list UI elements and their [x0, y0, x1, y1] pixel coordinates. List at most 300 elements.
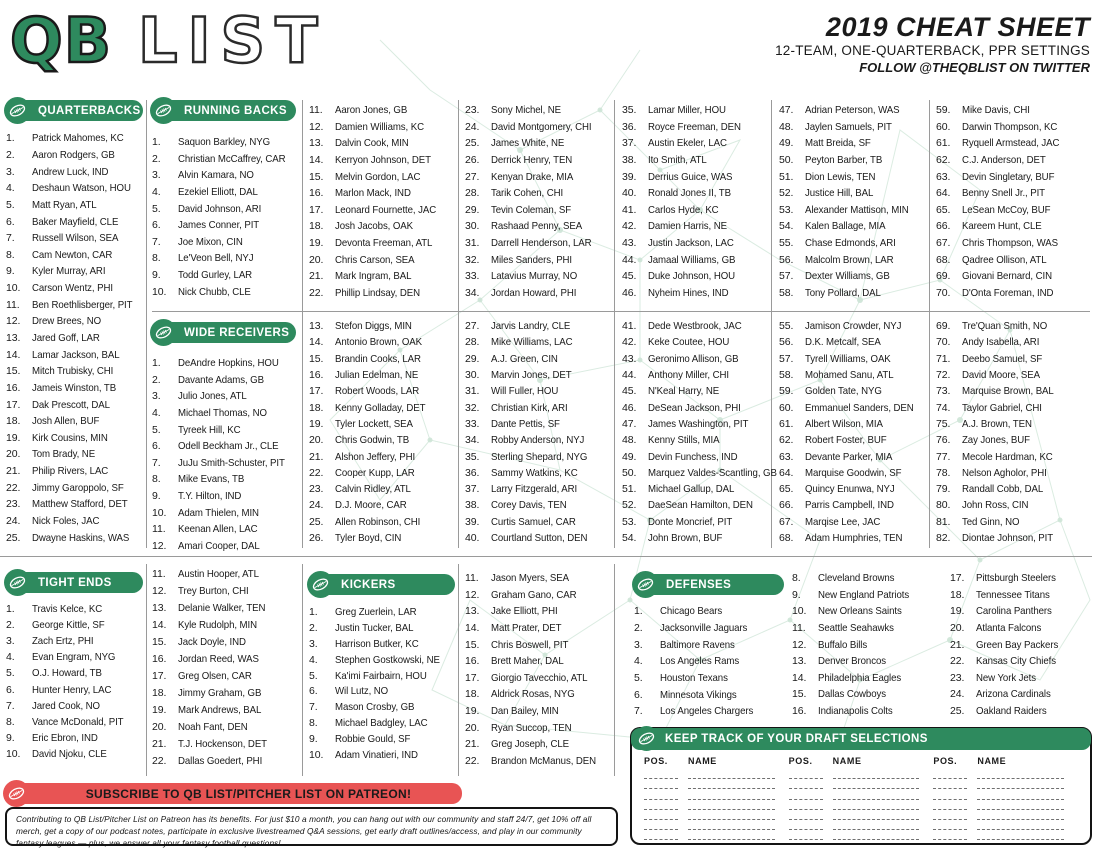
rank: 16.	[152, 652, 167, 665]
running-backs-list-1	[152, 134, 298, 300]
rank: 8.	[6, 248, 15, 261]
player-name: Ito Smith, ATL	[648, 154, 707, 167]
rank: 51.	[622, 483, 637, 496]
draft-entry-row	[644, 830, 775, 840]
list-item	[152, 184, 298, 201]
rank: 69.	[936, 270, 951, 283]
rank: 63.	[936, 170, 951, 183]
rank: 27.	[465, 320, 480, 333]
sheet-title: 2019 CHEAT SHEET	[825, 12, 1090, 42]
pos-blank-field[interactable]	[789, 839, 823, 840]
list-item	[6, 130, 144, 147]
player-name: T.Y. Hilton, IND	[178, 490, 242, 503]
player-name: Travis Kelce, KC	[32, 603, 103, 616]
list-item	[6, 633, 144, 649]
draft-entry-row	[789, 789, 920, 799]
player-name: Kenyan Drake, MIA	[491, 170, 574, 183]
rank: 71.	[936, 352, 951, 365]
player-name: A.J. Brown, TEN	[962, 417, 1032, 430]
rank: 26.	[309, 532, 324, 544]
name-header: NAME	[977, 756, 1007, 766]
list-item	[152, 718, 298, 735]
player-name: Christian McCaffrey, CAR	[178, 152, 286, 165]
rank: 66.	[936, 220, 951, 233]
player-name: Nick Chubb, CLE	[178, 285, 251, 298]
player-name: Latavius Murray, NO	[491, 270, 578, 283]
pos-blank-field[interactable]	[644, 809, 678, 810]
list-item	[936, 168, 1088, 185]
player-name: Kerryon Johnson, DET	[335, 154, 431, 167]
rank: 21.	[152, 737, 167, 750]
player-name: Aaron Rodgers, GB	[32, 148, 115, 161]
player-name: Le'Veon Bell, NYJ	[178, 252, 254, 265]
player-name: George Kittle, SF	[32, 619, 105, 632]
rank: 49.	[622, 450, 637, 463]
divider	[929, 100, 930, 548]
player-name: Kansas City Chiefs	[976, 655, 1056, 668]
rank: 2.	[634, 622, 643, 635]
rank: 49.	[779, 137, 794, 150]
rank: 18.	[309, 401, 324, 414]
pos-blank-field[interactable]	[789, 809, 823, 810]
player-name: Houston Texans	[660, 672, 728, 685]
rank: 13.	[152, 601, 167, 614]
list-item	[622, 102, 768, 119]
list-item	[152, 565, 298, 582]
player-name: Aaron Jones, GB	[335, 104, 408, 117]
list-item	[779, 416, 925, 432]
pos-blank-field[interactable]	[644, 819, 678, 820]
list-item	[779, 268, 925, 285]
rank: 56.	[779, 336, 794, 349]
list-item	[465, 168, 611, 185]
player-name: Julian Edelman, NE	[335, 369, 419, 382]
name-blank-field[interactable]	[833, 788, 920, 789]
player-name: Michael Badgley, LAC	[335, 717, 428, 730]
list-item	[309, 620, 455, 636]
pos-blank-field[interactable]	[644, 778, 678, 779]
rank: 3.	[634, 638, 643, 651]
player-name: Taylor Gabriel, CHI	[962, 401, 1042, 414]
player-name: Jamaal Williams, GB	[648, 253, 736, 266]
player-name: Justin Tucker, BAL	[335, 621, 414, 634]
player-name: Devonta Freeman, ATL	[335, 237, 433, 250]
rank: 7.	[6, 699, 15, 712]
player-name: Chase Edmonds, ARI	[805, 237, 896, 250]
player-name: Mason Crosby, GB	[335, 701, 415, 714]
list-item	[6, 380, 144, 397]
player-name: Adrian Peterson, WAS	[805, 104, 900, 117]
list-item	[950, 620, 1095, 637]
rank: 32.	[465, 401, 480, 414]
list-item	[6, 246, 144, 263]
rank: 20.	[309, 434, 324, 447]
rank: 79.	[936, 483, 951, 496]
pos-blank-field[interactable]	[789, 819, 823, 820]
rank: 8.	[6, 715, 15, 728]
player-name: Los Angeles Chargers	[660, 705, 754, 718]
rank: 32.	[465, 253, 480, 266]
pos-header: POS.	[644, 756, 668, 766]
pos-blank-field[interactable]	[789, 788, 823, 789]
pos-blank-field[interactable]	[644, 799, 678, 800]
list-item	[936, 399, 1088, 415]
player-name: Tyler Boyd, CIN	[335, 532, 402, 544]
rank: 4.	[309, 653, 318, 666]
list-item	[465, 448, 611, 464]
list-item	[779, 530, 925, 546]
pos-blank-field[interactable]	[644, 788, 678, 789]
name-blank-field[interactable]	[977, 819, 1064, 820]
player-name: Baltimore Ravens	[660, 638, 735, 651]
player-name: Marlon Mack, IND	[335, 187, 411, 200]
player-name: James Conner, PIT	[178, 219, 260, 232]
rank: 15.	[465, 638, 480, 651]
list-item	[152, 538, 298, 555]
name-blank-field[interactable]	[833, 809, 920, 810]
rank: 9.	[309, 733, 318, 746]
name-blank-field[interactable]	[688, 839, 775, 840]
pos-blank-field[interactable]	[644, 839, 678, 840]
rank: 21.	[309, 270, 324, 283]
list-item	[465, 753, 611, 770]
list-item	[309, 202, 455, 219]
name-blank-field[interactable]	[833, 839, 920, 840]
draft-entry-row	[644, 789, 775, 799]
rank: 80.	[936, 499, 951, 512]
player-name: Diontae Johnson, PIT	[962, 532, 1054, 544]
rank: 73.	[936, 385, 951, 398]
player-name: Brandin Cooks, LAR	[335, 352, 421, 365]
wide-receivers-list-3	[465, 318, 611, 546]
name-blank-field[interactable]	[977, 778, 1064, 779]
list-item	[950, 653, 1095, 670]
rank: 19.	[6, 431, 21, 444]
list-item	[622, 168, 768, 185]
name-blank-field[interactable]	[688, 778, 775, 779]
player-name: Brett Maher, DAL	[491, 655, 564, 668]
list-item	[465, 620, 611, 637]
player-name: Chris Thompson, WAS	[962, 237, 1058, 250]
name-blank-field[interactable]	[688, 788, 775, 789]
list-item	[465, 736, 611, 753]
divider	[146, 564, 147, 776]
name-blank-field[interactable]	[833, 799, 920, 800]
player-name: David Moore, SEA	[962, 369, 1040, 382]
name-blank-field[interactable]	[688, 829, 775, 830]
name-blank-field[interactable]	[688, 799, 775, 800]
player-name: Greg Olsen, CAR	[178, 669, 252, 682]
rank: 2.	[309, 621, 318, 634]
rank: 39.	[465, 515, 480, 528]
twitter-follow[interactable]: FOLLOW @THEQBLIST ON TWITTER	[859, 60, 1090, 75]
player-name: Greg Joseph, CLE	[491, 738, 569, 751]
player-name: Delanie Walker, TEN	[178, 601, 266, 614]
rank: 50.	[779, 154, 794, 167]
list-item	[622, 119, 768, 136]
player-name: Matthew Stafford, DET	[32, 498, 128, 511]
list-item	[309, 268, 455, 285]
wide-receivers-list-1	[152, 355, 298, 554]
list-item	[309, 119, 455, 136]
rank: 24.	[309, 499, 324, 512]
player-name: Robert Woods, LAR	[335, 385, 420, 398]
player-name: Aldrick Rosas, NYG	[491, 688, 575, 701]
list-item	[950, 670, 1095, 687]
rank: 20.	[950, 622, 965, 635]
list-item	[622, 530, 768, 546]
list-item	[950, 587, 1095, 604]
player-name: Royce Freeman, DEN	[648, 120, 741, 133]
rank: 40.	[622, 187, 637, 200]
draft-entry-row	[933, 769, 1064, 779]
rank: 70.	[936, 336, 951, 349]
name-blank-field[interactable]	[688, 809, 775, 810]
player-name: Mecole Hardman, KC	[962, 450, 1053, 463]
player-name: New York Jets	[976, 671, 1037, 684]
list-item	[6, 197, 144, 214]
list-item	[622, 218, 768, 235]
player-name: Golden Tate, NYG	[805, 385, 882, 398]
rank: 63.	[779, 450, 794, 463]
list-item	[622, 185, 768, 202]
rank: 53.	[779, 203, 794, 216]
rank: 56.	[779, 253, 794, 266]
running-backs-list-6	[936, 102, 1088, 301]
list-item	[779, 351, 925, 367]
tight-ends-list-1	[6, 601, 144, 762]
rank: 23.	[309, 483, 324, 496]
player-name: Tarik Cohen, CHI	[491, 187, 564, 200]
pos-blank-field[interactable]	[933, 809, 967, 810]
list-item	[152, 752, 298, 769]
player-name: Saquon Barkley, NYG	[178, 136, 271, 149]
list-item	[465, 119, 611, 136]
rank: 10.	[792, 605, 807, 618]
rank: 31.	[465, 385, 480, 398]
player-name: Andy Isabella, ARI	[962, 336, 1040, 349]
rank: 61.	[936, 137, 951, 150]
player-name: Matt Prater, DET	[491, 622, 562, 635]
player-name: Antonio Brown, OAK	[335, 336, 422, 349]
list-item	[152, 438, 298, 455]
pos-blank-field[interactable]	[933, 788, 967, 789]
rank: 40.	[465, 532, 480, 544]
rank: 23.	[6, 498, 21, 511]
list-item	[6, 163, 144, 180]
list-item	[622, 334, 768, 350]
list-item	[465, 351, 611, 367]
rank: 23.	[465, 104, 480, 117]
name-blank-field[interactable]	[977, 829, 1064, 830]
player-name: Donte Moncrief, PIT	[648, 515, 733, 528]
list-item	[6, 430, 144, 447]
rank: 2.	[152, 152, 161, 165]
rank: 55.	[779, 237, 794, 250]
draft-entry-row	[933, 830, 1064, 840]
rank: 1.	[6, 132, 15, 145]
rank: 47.	[622, 417, 637, 430]
name-blank-field[interactable]	[833, 778, 920, 779]
player-name: Marvin Jones, DET	[491, 369, 572, 382]
rank: 18.	[152, 686, 167, 699]
rank: 7.	[634, 705, 643, 718]
player-name: A.J. Green, CIN	[491, 352, 558, 365]
list-item	[465, 367, 611, 383]
player-name: Buffalo Bills	[818, 638, 868, 651]
list-item	[309, 334, 455, 350]
pos-header: POS.	[933, 756, 958, 766]
list-item	[779, 318, 925, 334]
pos-blank-field[interactable]	[789, 799, 823, 800]
divider	[614, 564, 615, 776]
list-item	[152, 616, 298, 633]
player-name: DeSean Jackson, PHI	[648, 401, 741, 414]
player-name: Leonard Fournette, JAC	[335, 203, 437, 216]
list-item	[6, 180, 144, 197]
player-name: Dalvin Cook, MIN	[335, 137, 409, 150]
pos-blank-field[interactable]	[789, 778, 823, 779]
list-item	[309, 652, 455, 668]
rank: 33.	[465, 417, 480, 430]
rank: 22.	[950, 655, 965, 668]
name-blank-field[interactable]	[977, 788, 1064, 789]
pos-blank-field[interactable]	[789, 829, 823, 830]
list-item	[779, 235, 925, 252]
list-item	[152, 250, 298, 267]
list-item	[152, 701, 298, 718]
player-name: Derrick Henry, TEN	[491, 154, 573, 167]
pos-blank-field[interactable]	[933, 778, 967, 779]
list-item	[779, 334, 925, 350]
player-name: Quincy Enunwa, NYJ	[805, 483, 895, 496]
rank: 8.	[309, 717, 318, 730]
name-blank-field[interactable]	[977, 799, 1064, 800]
player-name: Peyton Barber, TB	[805, 154, 883, 167]
rank: 11.	[465, 572, 479, 585]
player-name: Alshon Jeffery, PHI	[335, 450, 416, 463]
player-name: Dak Prescott, DAL	[32, 398, 110, 411]
name-blank-field[interactable]	[977, 839, 1064, 840]
draft-entry-row	[789, 769, 920, 779]
rank: 19.	[309, 417, 324, 430]
rank: 13.	[792, 655, 807, 668]
rank: 20.	[465, 721, 480, 734]
player-name: Corey Davis, TEN	[491, 499, 567, 512]
list-item	[152, 267, 298, 284]
draft-entry-row	[933, 810, 1064, 820]
list-item	[309, 514, 455, 530]
name-blank-field[interactable]	[833, 819, 920, 820]
rank: 51.	[779, 170, 794, 183]
player-name: Giorgio Tavecchio, ATL	[491, 671, 588, 684]
list-item	[465, 587, 611, 604]
player-name: Deebo Samuel, SF	[962, 352, 1043, 365]
rank: 9.	[6, 265, 15, 278]
player-name: Ryquell Armstead, JAC	[962, 137, 1060, 150]
player-name: Kyler Murray, ARI	[32, 265, 106, 278]
rank: 6.	[634, 688, 643, 701]
player-name: Ronald Jones II, TB	[648, 187, 731, 200]
rank: 5.	[152, 423, 161, 436]
player-name: Amari Cooper, DAL	[178, 539, 260, 552]
list-item	[792, 653, 944, 670]
player-name: Mike Davis, CHI	[962, 104, 1030, 117]
list-item	[152, 200, 298, 217]
list-item	[465, 481, 611, 497]
list-item	[309, 285, 455, 302]
rank: 48.	[622, 434, 637, 447]
list-item	[465, 719, 611, 736]
list-item	[309, 683, 455, 699]
list-item	[309, 102, 455, 119]
patreon-fine-print: Contributing to QB List/Pitcher List on Patreon has its benefits. For just $10 a month, you can hang out with our community and staff 24/7, get 10% off all merch, get a copy of our podcast notes, participate in exclusive livestreamed Q&A sessions, get early draft outlines/access, and play in our community fantasy leagues — plus, we answer all your fantasy football questions!	[5, 807, 618, 846]
player-name: Dallas Goedert, PHI	[178, 754, 263, 767]
pos-blank-field[interactable]	[644, 829, 678, 830]
rank: 28.	[465, 187, 480, 200]
player-name: Jameis Winston, TB	[32, 381, 117, 394]
name-blank-field[interactable]	[688, 819, 775, 820]
rank: 36.	[622, 120, 637, 133]
player-name: Deshaun Watson, HOU	[32, 182, 131, 195]
list-item	[622, 481, 768, 497]
player-name: Arizona Cardinals	[976, 688, 1051, 701]
name-blank-field[interactable]	[977, 809, 1064, 810]
rank: 1.	[152, 357, 161, 370]
pos-blank-field[interactable]	[933, 829, 967, 830]
player-name: C.J. Anderson, DET	[962, 154, 1046, 167]
player-name: JuJu Smith-Schuster, PIT	[178, 456, 285, 469]
rank: 55.	[779, 320, 794, 333]
rank: 11.	[152, 523, 166, 536]
rank: 62.	[936, 154, 951, 167]
subscribe-banner[interactable]	[5, 783, 462, 804]
player-name: Tevin Coleman, SF	[491, 203, 572, 216]
player-name: Geronimo Allison, GB	[648, 352, 739, 365]
player-name: Damien Williams, KC	[335, 120, 424, 133]
defenses-list-1	[634, 603, 786, 720]
rank: 7.	[6, 232, 15, 245]
player-name: Jarvis Landry, CLE	[491, 320, 571, 333]
rank: 25.	[309, 515, 324, 528]
section-header-kickers	[309, 574, 455, 595]
rank: 10.	[152, 285, 167, 298]
pos-blank-field[interactable]	[933, 819, 967, 820]
pos-blank-field[interactable]	[933, 839, 967, 840]
player-name: LeSean McCoy, BUF	[962, 203, 1051, 216]
list-item	[309, 351, 455, 367]
rank: 11.	[152, 567, 166, 580]
list-item	[779, 119, 925, 136]
rank: 15.	[792, 688, 807, 701]
rank: 14.	[465, 622, 480, 635]
rank: 52.	[622, 499, 637, 512]
player-name: Adam Humphries, TEN	[805, 532, 903, 544]
player-name: Albert Wilson, MIA	[805, 417, 883, 430]
draft-tracker-columns	[632, 750, 1090, 840]
list-item	[465, 285, 611, 302]
player-name: O.J. Howard, TB	[32, 667, 102, 680]
rank: 59.	[936, 104, 951, 117]
football-icon	[150, 97, 177, 124]
rank: 46.	[622, 401, 637, 414]
pos-blank-field[interactable]	[933, 799, 967, 800]
divider	[302, 564, 303, 776]
player-name: Cam Newton, CAR	[32, 248, 113, 261]
list-item	[779, 185, 925, 202]
player-name: Rashaad Penny, SEA	[491, 220, 583, 233]
name-blank-field[interactable]	[833, 829, 920, 830]
